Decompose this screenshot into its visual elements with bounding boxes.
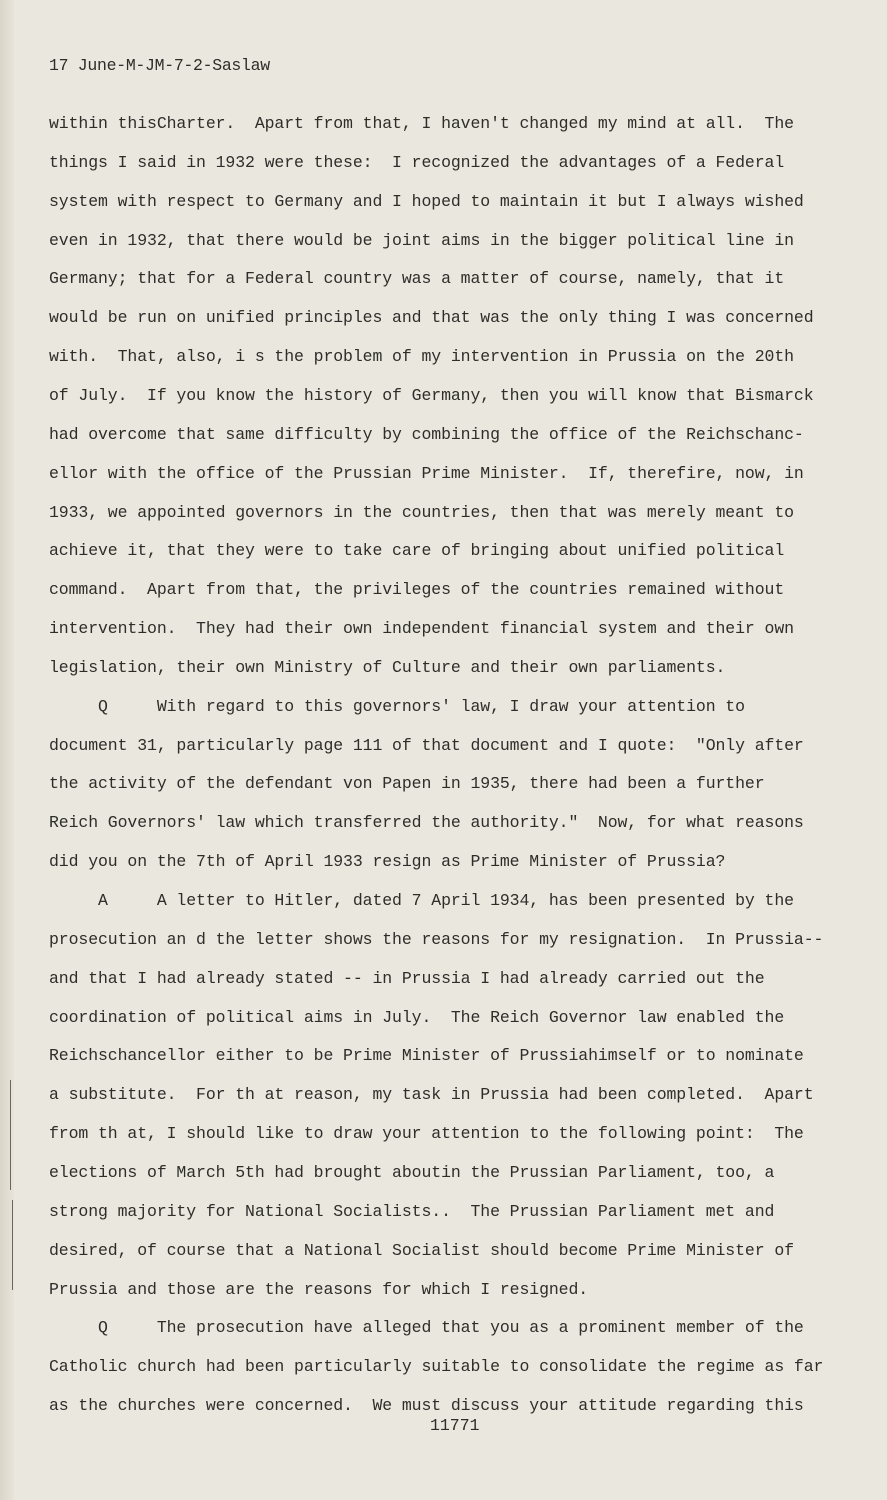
text-line: Reich Governors' law which transferred the authority." Now, for what reasons	[49, 813, 804, 833]
text-line: Q The prosecution have alleged that you as a prominent member of the	[49, 1318, 804, 1338]
page-number: 11771	[430, 1416, 480, 1435]
text-line: as the churches were concerned. We must discuss your attitude regarding this	[49, 1396, 804, 1416]
text-line: within thisCharter. Apart from that, I haven't changed my mind at all. The	[49, 114, 794, 133]
text-line: a substitute. For th at reason, my task in Prussia had been completed. Apart	[49, 1085, 814, 1105]
text-line: strong majority for National Socialists.. The Prussian Parliament met and	[49, 1201, 775, 1221]
text-line: the activity of the defendant von Papen in 1935, there had been a further	[49, 774, 765, 794]
text-line: even in 1932, that there would be joint aims in the bigger political line in	[49, 230, 794, 250]
text-line: Germany; that for a Federal country was a matter of course, namely, that it	[49, 269, 785, 289]
text-line: ellor with the office of the Prussian Prime Minister. If, therefire, now, in	[49, 463, 804, 483]
text-line: 1933, we appointed governors in the countries, then that was merely meant to	[49, 502, 794, 522]
margin-mark	[10, 1080, 11, 1190]
text-line: Reichschancellor either to be Prime Minister of Prussiahimself or to nominate	[49, 1046, 804, 1066]
text-line: Q With regard to this governors' law, I draw your attention to	[49, 696, 745, 716]
text-line: A A letter to Hitler, dated 7 April 1934, has been presented by the	[49, 891, 794, 910]
text-line: elections of March 5th had brought aboutin the Prussian Parliament, too, a	[49, 1162, 775, 1182]
text-line: with. That, also, i s the problem of my intervention in Prussia on the 20th	[49, 347, 794, 367]
text-line: would be run on unified principles and that was the only thing I was concerned	[49, 308, 814, 328]
text-line: coordination of political aims in July. The Reich Governor law enabled the	[49, 1007, 785, 1027]
text-line: legislation, their own Ministry of Culture and their own parliaments.	[49, 657, 726, 677]
text-line: document 31, particularly page 111 of that document and I quote: "Only after	[49, 735, 804, 755]
text-line: desired, of course that a National Socialist should become Prime Minister of	[49, 1240, 794, 1260]
text-line: and that I had already stated -- in Prussia I had already carried out the	[49, 968, 765, 988]
text-line: things I said in 1932 were these: I recognized the advantages of a Federal	[49, 152, 785, 172]
document-header: 17 June-M-JM-7-2-Saslaw	[49, 56, 270, 75]
text-line: from th at, I should like to draw your attention to the following point: The	[49, 1124, 804, 1144]
text-line: had overcome that same difficulty by combining the office of the Reichschanc-	[49, 424, 804, 444]
text-line: intervention. They had their own independent financial system and their own	[49, 619, 794, 639]
text-line: achieve it, that they were to take care of bringing about unified political	[49, 541, 785, 561]
text-line: did you on the 7th of April 1933 resign as Prime Minister of Prussia?	[49, 852, 726, 872]
text-line: of July. If you know the history of Germany, then you will know that Bismarck	[49, 385, 814, 405]
text-line: prosecution an d the letter shows the reasons for my resignation. In Prussia--	[49, 929, 824, 949]
text-line: command. Apart from that, the privileges of the countries remained without	[49, 580, 785, 600]
margin-mark	[12, 1200, 13, 1290]
text-line: Prussia and those are the reasons for which I resigned.	[49, 1279, 589, 1299]
text-line: Catholic church had been particularly suitable to consolidate the regime as far	[49, 1357, 824, 1377]
text-line: system with respect to Germany and I hoped to maintain it but I always wished	[49, 191, 804, 211]
